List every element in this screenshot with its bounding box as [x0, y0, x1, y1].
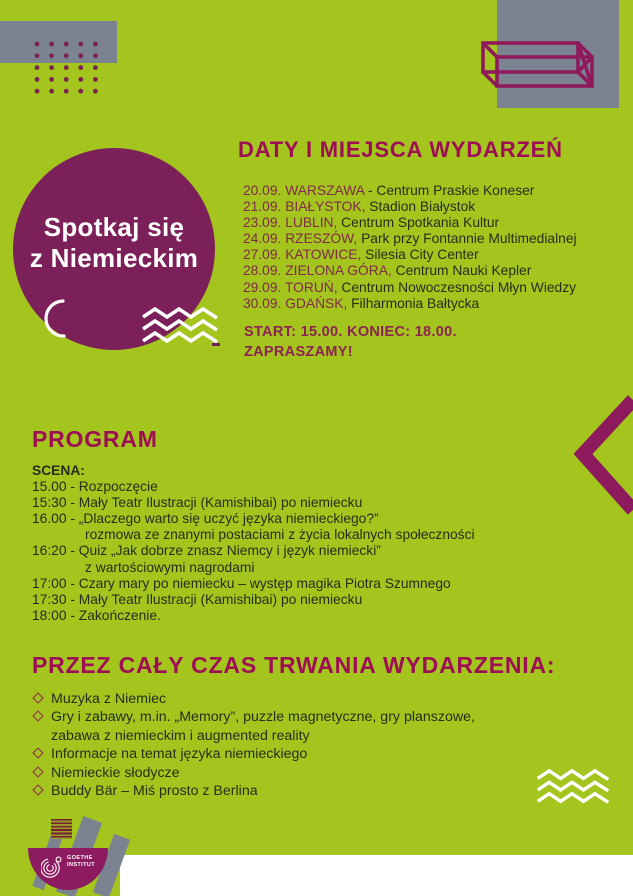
tick-mark	[212, 343, 220, 346]
logo-line1: GOETHE	[67, 855, 93, 861]
diamond-bullet-icon	[32, 766, 43, 777]
event-venue: Centrum Nauki Kepler	[391, 263, 532, 279]
program-item	[32, 608, 475, 624]
event-venue: Filharmonia Bałtycka	[347, 295, 480, 311]
program-item-text: z wartościowymi nagrodami	[85, 559, 255, 575]
program-item-text: 17:00 - Czary mary po niemiecku – występ magika Piotra Szumnego	[32, 575, 451, 591]
goethe-logo-text	[67, 855, 95, 890]
waves-icon	[141, 306, 219, 348]
activity-item	[32, 782, 475, 800]
start-info	[244, 322, 457, 362]
event-venue: Centrum Spotkania Kultur	[337, 215, 500, 231]
program-item	[32, 592, 475, 608]
program-item	[32, 511, 475, 527]
dates-heading: DATY I MIEJSCA WYDARZEŃ	[238, 137, 563, 162]
program-list	[32, 463, 475, 624]
event-date-city: 28.09. ZIELONA GÓRA,	[243, 263, 392, 279]
dates-list	[243, 183, 577, 312]
program-item	[32, 495, 475, 511]
chevron-left-icon	[570, 390, 633, 518]
program-item-text: 17:30 - Mały Teatr Ilustracji (Kamishibai) po niemiecku	[32, 591, 363, 607]
event-row	[243, 231, 577, 247]
event-row	[243, 280, 577, 296]
activity-text: Niemieckie słodycze	[51, 764, 180, 781]
event-venue: Silesia City Center	[361, 247, 479, 263]
activity-text: zabawa z niemieckim i augmented reality	[51, 727, 310, 744]
event-row	[243, 199, 577, 215]
program-item-text: 16.00 - „Dlaczego warto się uczyć języka niemieckiego?”	[32, 511, 379, 527]
event-row	[243, 183, 577, 199]
activity-item	[32, 690, 475, 708]
start-time-line: START: 15.00. KONIEC: 18.00.	[244, 324, 457, 340]
activity-item	[32, 745, 475, 763]
brand-line1: Spotkaj się	[43, 212, 185, 242]
program-item-text: 15:30 - Mały Teatr Ilustracji (Kamishibai) po niemiecku	[32, 495, 363, 511]
event-row	[243, 263, 577, 279]
activity-item	[32, 727, 475, 745]
program-item-text: rozmowa ze znanymi postaciami z życia lokalnych społeczności	[85, 527, 475, 543]
waves-icon	[534, 768, 612, 808]
activity-text: Buddy Bär – Miś prosto z Berlina	[51, 783, 258, 800]
dots-grid-icon	[0, 0, 130, 110]
activity-text: Informacje na temat języka niemieckiego	[51, 746, 308, 763]
event-row	[243, 296, 577, 312]
activity-item	[32, 708, 475, 726]
event-venue: Stadion Białystok	[365, 199, 476, 215]
activity-item	[32, 764, 475, 782]
striped-square-icon	[51, 819, 72, 839]
diamond-bullet-icon	[32, 784, 43, 795]
program-heading: PROGRAM	[32, 426, 158, 452]
activity-text: Gry i zabawy, m.in. „Memory”, puzzle magnetyczne, gry planszowe,	[51, 709, 475, 726]
event-date-city: 24.09. RZESZÓW,	[243, 231, 358, 247]
event-venue: - Centrum Praskie Koneser	[364, 183, 535, 198]
program-item	[32, 560, 475, 576]
arc-icon	[22, 286, 74, 346]
invite-line: ZAPRASZAMY!	[244, 344, 353, 360]
event-date-city: 29.09. TORUŃ,	[243, 279, 338, 295]
logo-line2: INSTITUT	[67, 861, 95, 868]
program-item-text: 18:00 - Zakończenie.	[32, 607, 161, 623]
activities-list	[32, 690, 475, 800]
activities-heading: PRZEZ CAŁY CZAS TRWANIA WYDARZENIA:	[32, 652, 556, 678]
event-date-city: 21.09. BIAŁYSTOK,	[243, 199, 366, 215]
event-date-city: 20.09. WARSZAWA	[243, 183, 365, 198]
program-item	[32, 479, 475, 495]
program-item	[32, 527, 475, 543]
event-date-city: 27.09. KATOWICE,	[243, 247, 362, 263]
program-item	[32, 543, 475, 559]
diamond-bullet-icon	[32, 692, 43, 703]
diamond-bullet-icon	[32, 748, 43, 759]
event-row	[243, 247, 577, 263]
cube-wireframe-icon	[473, 33, 603, 95]
event-row	[243, 215, 577, 231]
goethe-rings-icon	[41, 855, 63, 879]
event-venue: Park przy Fontannie Multimedialnej	[357, 231, 577, 247]
activity-text: Muzyka z Niemiec	[51, 691, 167, 707]
event-date-city: 23.09. LUBLIN,	[243, 215, 338, 231]
program-item	[32, 576, 475, 592]
program-item-text: 15.00 - Rozpoczęcie	[32, 479, 158, 495]
brand-line2: z Niemieckim	[29, 243, 199, 273]
stage-label: SCENA:	[32, 463, 85, 478]
program-item-text: 16:20 - Quiz „Jak dobrze znasz Niemcy i język niemiecki”	[32, 543, 381, 559]
event-venue: Centrum Nowoczesności Młyn Wiedzy	[337, 279, 577, 295]
event-date-city: 30.09. GDAŃSK,	[243, 295, 348, 311]
diamond-bullet-icon	[32, 711, 43, 722]
